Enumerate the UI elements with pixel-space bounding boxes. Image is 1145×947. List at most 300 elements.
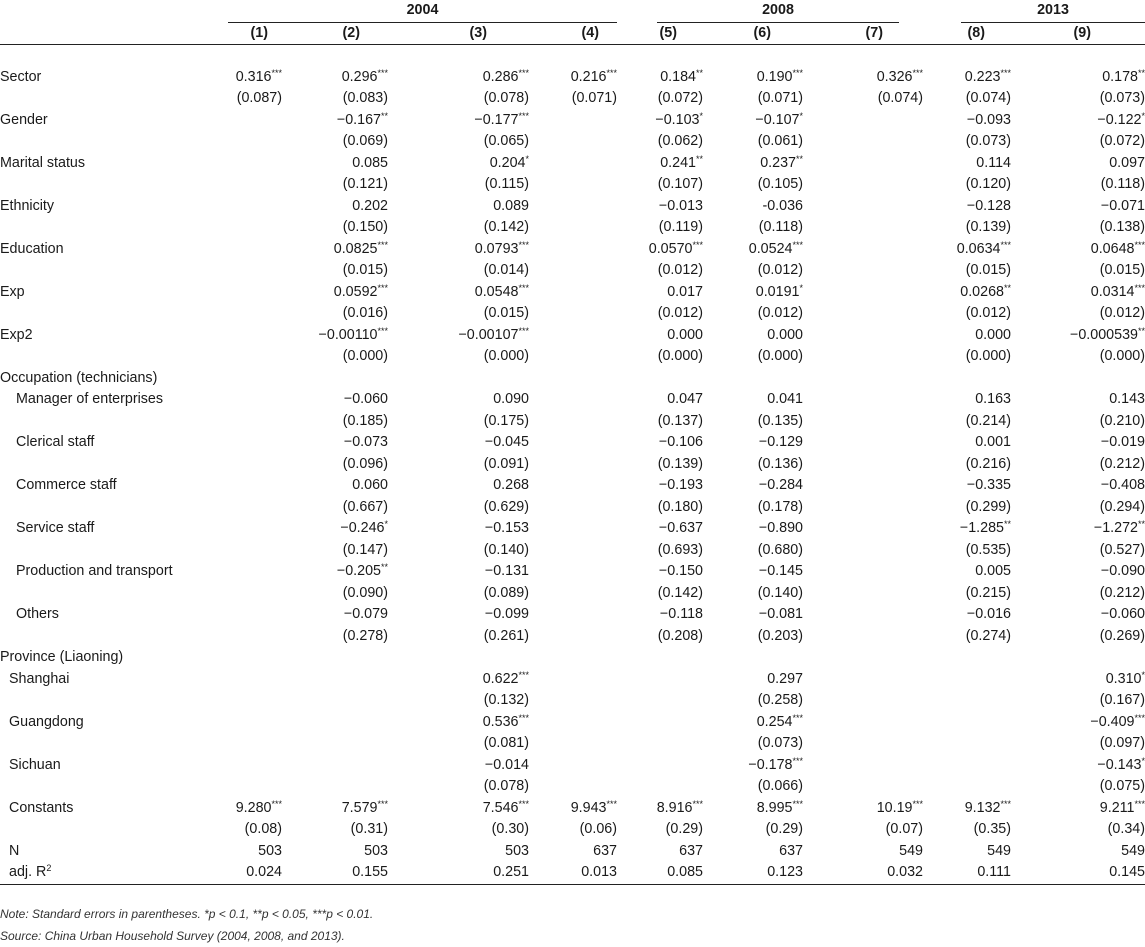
significance-stars: *** [912, 798, 923, 809]
coefficient-cell: −0.167** [336, 110, 388, 128]
row-label: Province (Liaoning) [0, 649, 124, 665]
coefficient-cell: 7.579*** [341, 798, 388, 816]
significance-stars: * [1141, 110, 1145, 121]
coefficient-row [0, 432, 1145, 454]
standard-error-cell [529, 583, 617, 605]
standard-error-row [0, 540, 1145, 562]
significance-stars: *** [377, 282, 388, 293]
coefficient-row [0, 669, 1145, 691]
standard-error-cell [803, 174, 923, 196]
significance-stars: *** [377, 798, 388, 809]
standard-error-cell: (0.119) [658, 219, 703, 235]
standard-error-cell: (0.000) [757, 348, 803, 364]
standard-error-cell: (0.069) [342, 133, 388, 149]
coefficient-cell: −0.00110*** [318, 325, 388, 343]
column-number-1: (1) [250, 24, 268, 41]
standard-error-cell [208, 260, 282, 282]
standard-error-cell: (0.258) [757, 692, 803, 708]
coefficient-cell [208, 561, 282, 583]
coefficient-cell [803, 712, 923, 734]
standard-error-cell: (0.073) [757, 735, 803, 751]
statistic-cell: 0.155 [352, 864, 388, 880]
significance-stars: *** [1134, 712, 1145, 723]
coefficient-cell: −0.150 [658, 563, 703, 579]
coefficient-cell [208, 110, 282, 132]
coefficient-row [0, 282, 1145, 304]
coefficient-cell: 0.237** [760, 153, 803, 171]
row-label: adj. R [9, 864, 47, 880]
standard-error-cell [208, 346, 282, 368]
standard-error-cell [803, 217, 923, 239]
standard-error-cell: (0.07) [885, 821, 923, 837]
significance-stars: ** [380, 562, 388, 572]
coefficient-cell: 0.241** [660, 153, 703, 171]
coefficient-cell [529, 604, 617, 626]
significance-stars: * [699, 110, 703, 121]
standard-error-cell [208, 776, 282, 798]
significance-stars: *** [606, 67, 617, 78]
standard-error-cell [529, 260, 617, 282]
standard-error-row [0, 626, 1145, 648]
standard-error-cell: (0.012) [965, 305, 1011, 321]
standard-error-cell: (0.072) [657, 90, 703, 106]
coefficient-cell [529, 110, 617, 132]
coefficient-cell [923, 755, 1011, 777]
standard-error-cell [803, 303, 923, 325]
coefficient-cell: 0.223*** [964, 67, 1011, 85]
coefficient-cell: −0.145 [758, 563, 803, 579]
row-label: Guangdong [9, 713, 84, 730]
significance-stars: ** [695, 153, 703, 164]
significance-stars: *** [792, 798, 803, 809]
coefficient-cell [529, 561, 617, 583]
significance-stars: * [799, 282, 803, 293]
coefficient-cell: 0.0570*** [648, 239, 703, 257]
coefficient-cell: −0.019 [1100, 434, 1145, 450]
coefficient-cell: −0.060 [1100, 606, 1145, 622]
significance-stars: ** [380, 110, 388, 121]
standard-error-cell [529, 454, 617, 476]
coefficient-cell: 0.297 [767, 670, 803, 687]
significance-stars: ** [795, 153, 803, 164]
row-label: Sichuan [9, 756, 61, 773]
coefficient-cell: 0.089 [493, 197, 529, 214]
coefficient-cell: 9.943*** [570, 798, 617, 816]
standard-error-row [0, 583, 1145, 605]
coefficient-cell [803, 239, 923, 261]
standard-error-cell: (0.012) [757, 262, 803, 278]
standard-error-cell: (0.015) [342, 262, 388, 278]
coefficient-cell [803, 196, 923, 218]
standard-error-row [0, 733, 1145, 755]
coefficient-cell [208, 755, 282, 777]
significance-stars: *** [518, 282, 529, 293]
standard-error-cell [208, 217, 282, 239]
significance-stars: *** [606, 798, 617, 809]
coefficient-row [0, 110, 1145, 132]
standard-error-cell [803, 411, 923, 433]
standard-error-cell: (0.150) [342, 219, 388, 235]
significance-stars: * [799, 110, 803, 121]
coefficient-cell: 0.316*** [235, 67, 282, 85]
standard-error-cell: (0.137) [657, 412, 703, 429]
coefficient-cell: −0.128 [966, 197, 1011, 214]
standard-error-cell: (0.096) [342, 455, 388, 472]
significance-stars: *** [792, 755, 803, 766]
standard-error-row [0, 260, 1145, 282]
coefficient-row [0, 325, 1145, 347]
column-number-8: (8) [967, 24, 985, 41]
statistic-cell: 0.251 [493, 864, 529, 880]
standard-error-cell: (0.000) [342, 348, 388, 364]
coefficient-cell: −0.246* [340, 519, 388, 536]
standard-error-cell: (0.215) [965, 584, 1011, 601]
coefficient-cell: 8.916*** [656, 798, 703, 816]
coefficient-cell: −0.205** [336, 562, 388, 579]
standard-error-row [0, 411, 1145, 433]
statistic-cell: 549 [899, 842, 923, 859]
coefficient-cell: 0.622*** [482, 669, 529, 687]
coefficient-cell: 0.536*** [482, 712, 529, 730]
coefficient-row [0, 475, 1145, 497]
standard-error-row [0, 497, 1145, 519]
coefficient-cell: −0.00107*** [458, 325, 529, 343]
standard-error-cell: (0.015) [965, 262, 1011, 278]
coefficient-cell: −0.177*** [474, 110, 529, 128]
significance-stars: *** [518, 712, 529, 723]
standard-error-cell: (0.203) [757, 627, 803, 644]
statistic-cell: 637 [779, 842, 803, 859]
standard-error-cell: (0.097) [1099, 735, 1145, 751]
standard-error-cell: (0.142) [657, 584, 703, 601]
standard-error-row [0, 454, 1145, 476]
year-2004-header: 2004 [228, 0, 617, 23]
coefficient-cell: 0.060 [352, 477, 388, 493]
standard-error-cell: (0.185) [342, 412, 388, 429]
statistic-cell: 0.024 [246, 864, 282, 880]
standard-error-cell [529, 217, 617, 239]
standard-error-cell: (0.083) [342, 90, 388, 106]
statistic-cell: 0.111 [977, 864, 1011, 880]
significance-stars: *** [1134, 798, 1145, 809]
standard-error-cell [803, 260, 923, 282]
coefficient-cell [803, 755, 923, 777]
standard-error-cell: (0.274) [965, 627, 1011, 644]
coefficient-cell: 0.286*** [482, 67, 529, 85]
row-label: Occupation (technicians) [0, 369, 158, 386]
column-number-5: (5) [659, 24, 677, 41]
coefficient-cell [803, 153, 923, 175]
coefficient-cell: 8.995*** [756, 798, 803, 816]
standard-error-cell [208, 626, 282, 648]
coefficient-cell: −0.118 [659, 606, 703, 622]
coefficient-cell: 0.0634*** [956, 239, 1011, 257]
coefficient-cell: 0.268 [493, 477, 529, 493]
significance-stars: *** [792, 712, 803, 723]
coefficient-cell [529, 712, 617, 734]
coefficient-cell: −0.335 [966, 477, 1011, 493]
coefficient-cell: 0.0825*** [333, 239, 388, 257]
row-label: Production and transport [16, 563, 173, 579]
standard-error-cell [208, 303, 282, 325]
row-label: Gender [0, 111, 48, 128]
coefficient-cell: 0.0524*** [748, 239, 803, 257]
statistic-cell: 637 [593, 842, 617, 859]
coefficient-cell [208, 196, 282, 218]
coefficient-cell: 0.005 [975, 563, 1011, 579]
coefficient-row [0, 196, 1145, 218]
coefficient-cell: 0.163 [975, 391, 1011, 407]
standard-error-cell [208, 497, 282, 519]
standard-error-row [0, 819, 1145, 841]
significance-stars: *** [518, 110, 529, 121]
standard-error-cell [208, 733, 282, 755]
coefficient-cell [803, 282, 923, 304]
standard-error-cell: (0.065) [483, 133, 529, 149]
column-number-row [0, 23, 1145, 45]
row-label: Exp2 [0, 326, 33, 343]
coefficient-cell: 9.211*** [1099, 798, 1145, 816]
significance-stars: *** [1000, 798, 1011, 809]
standard-error-cell: (0.142) [483, 219, 529, 235]
standard-error-cell: (0.078) [483, 778, 529, 794]
significance-stars: *** [271, 798, 282, 809]
standard-error-cell: (0.139) [965, 219, 1011, 235]
column-number-3: (3) [469, 24, 487, 41]
coefficient-cell: 0.114 [976, 154, 1011, 171]
standard-error-cell: (0.061) [757, 133, 803, 149]
standard-error-cell: (0.06) [579, 821, 617, 837]
significance-stars: *** [377, 325, 388, 336]
standard-error-cell [529, 303, 617, 325]
standard-error-cell: (0.081) [483, 735, 529, 751]
coefficient-cell [282, 669, 388, 691]
coefficient-cell [208, 325, 282, 347]
coefficient-cell [617, 755, 703, 777]
significance-stars: *** [271, 67, 282, 78]
row-label: N [9, 842, 20, 859]
coefficient-cell: −0.073 [343, 434, 388, 450]
coefficient-cell [529, 196, 617, 218]
row-label: Clerical staff [16, 434, 95, 450]
standard-error-cell: (0.299) [965, 498, 1011, 515]
standard-error-cell: (0.016) [342, 305, 388, 321]
standard-error-cell: (0.212) [1099, 584, 1145, 601]
coefficient-cell: −0.071 [1100, 197, 1145, 214]
coefficient-cell: 0.085 [352, 154, 388, 171]
standard-error-cell [282, 690, 388, 712]
coefficient-cell [617, 712, 703, 734]
coefficient-cell [803, 432, 923, 454]
coefficient-cell: 0.0191* [755, 282, 803, 300]
standard-error-cell [529, 346, 617, 368]
standard-error-cell [208, 174, 282, 196]
year-2008-header: 2008 [657, 0, 899, 23]
column-number-7: (7) [865, 24, 883, 41]
significance-stars: *** [518, 669, 529, 680]
coefficient-cell: −0.045 [484, 434, 529, 450]
standard-error-cell: (0.071) [571, 90, 617, 106]
coefficient-cell: 0.047 [667, 391, 703, 407]
standard-error-cell [529, 733, 617, 755]
standard-error-cell [529, 497, 617, 519]
significance-stars: *** [1000, 67, 1011, 78]
coefficient-cell: −0.153 [484, 520, 529, 536]
standard-error-cell: (0.29) [765, 821, 803, 837]
statistic-cell: 0.013 [581, 864, 617, 880]
standard-error-cell: (0.074) [877, 90, 923, 106]
standard-error-cell: (0.073) [965, 133, 1011, 149]
coefficient-cell: 0.017 [667, 283, 703, 300]
standard-error-row [0, 303, 1145, 325]
coefficient-cell [803, 110, 923, 132]
coefficient-row [0, 712, 1145, 734]
standard-error-cell [803, 497, 923, 519]
standard-error-cell [208, 540, 282, 562]
standard-error-cell [803, 626, 923, 648]
standard-error-cell: (0.115) [484, 176, 529, 192]
significance-stars: *** [1134, 239, 1145, 250]
significance-stars: *** [518, 325, 529, 336]
standard-error-cell [617, 733, 703, 755]
coefficient-cell: −0.193 [658, 477, 703, 493]
coefficient-cell: 0.001 [975, 434, 1011, 450]
significance-stars: ** [1003, 519, 1011, 529]
standard-error-cell: (0.278) [342, 627, 388, 644]
standard-error-cell: (0.139) [657, 455, 703, 472]
standard-error-cell [617, 690, 703, 712]
standard-error-cell: (0.015) [1099, 262, 1145, 278]
coefficient-cell: 0.184** [660, 67, 703, 85]
significance-stars: ** [1137, 325, 1145, 336]
coefficient-cell [803, 561, 923, 583]
standard-error-cell [803, 131, 923, 153]
standard-error-cell: (0.180) [657, 498, 703, 515]
coefficient-cell: −0.409*** [1090, 712, 1145, 730]
row-label: Commerce staff [16, 477, 117, 493]
coefficient-cell: −0.103* [655, 110, 703, 128]
coefficient-cell [529, 325, 617, 347]
coefficient-cell [923, 669, 1011, 691]
coefficient-cell: 0.041 [767, 391, 803, 407]
row-label: Constants [9, 799, 74, 816]
statistic-cell: 503 [364, 842, 388, 859]
row-label-superscript: 2 [46, 863, 52, 873]
standard-error-cell: (0.132) [483, 692, 529, 708]
coefficient-cell [803, 518, 923, 540]
standard-error-cell: (0.294) [1099, 498, 1145, 515]
standard-error-cell: (0.167) [1099, 692, 1145, 708]
standard-error-cell [803, 346, 923, 368]
coefficient-cell: 0.000 [667, 326, 703, 343]
standard-error-cell: (0.089) [483, 584, 529, 601]
standard-error-cell: (0.136) [757, 455, 803, 472]
standard-error-cell: (0.000) [657, 348, 703, 364]
standard-error-cell: (0.012) [657, 262, 703, 278]
standard-error-cell [529, 776, 617, 798]
standard-error-cell [803, 540, 923, 562]
standard-error-cell [282, 733, 388, 755]
coefficient-cell: −1.285** [959, 519, 1011, 536]
coefficient-cell [529, 518, 617, 540]
standard-error-cell: (0.091) [483, 455, 529, 472]
coefficient-cell: 10.19*** [876, 798, 923, 816]
coefficient-cell: 0.326*** [876, 67, 923, 85]
coefficient-row [0, 389, 1145, 411]
statistic-cell: 0.085 [667, 864, 703, 880]
coefficient-cell: 0.310* [1105, 669, 1145, 687]
table-source: Source: China Urban Household Survey (2004, 2008, and 2013). [0, 929, 345, 943]
standard-error-cell: (0.107) [657, 176, 703, 192]
standard-error-cell: (0.062) [657, 133, 703, 149]
column-number-6: (6) [753, 24, 771, 41]
coefficient-cell: −0.013 [658, 197, 703, 214]
standard-error-cell [803, 454, 923, 476]
coefficient-cell: −0.016 [966, 606, 1011, 622]
statistic-cell: 549 [1121, 842, 1145, 859]
row-label: Education [0, 240, 64, 257]
coefficient-cell [529, 389, 617, 411]
significance-stars: *** [912, 67, 923, 78]
significance-stars: *** [692, 239, 703, 250]
coefficient-cell: −1.272** [1093, 519, 1145, 536]
coefficient-cell: −0.106 [658, 434, 703, 450]
significance-stars: * [384, 519, 388, 529]
standard-error-cell [529, 131, 617, 153]
standard-error-cell: (0.212) [1099, 455, 1145, 472]
row-label: Manager of enterprises [16, 391, 164, 407]
coefficient-cell [282, 755, 388, 777]
table-body [0, 45, 1145, 885]
standard-error-cell: (0.31) [350, 821, 388, 837]
statistic-cell: 0.145 [1109, 864, 1145, 880]
coefficient-cell [529, 282, 617, 304]
significance-stars: *** [1000, 239, 1011, 250]
coefficient-row [0, 561, 1145, 583]
row-label: Marital status [0, 154, 86, 171]
standard-error-cell: (0.261) [483, 627, 529, 644]
coefficient-cell: 0.254*** [756, 712, 803, 730]
coefficient-cell: −0.131 [484, 563, 529, 579]
coefficient-cell [803, 604, 923, 626]
standard-error-cell: (0.121) [342, 176, 388, 192]
standard-error-cell: (0.072) [1099, 133, 1145, 149]
standard-error-cell [529, 540, 617, 562]
coefficient-cell: −0.408 [1100, 477, 1145, 493]
standard-error-cell: (0.35) [973, 821, 1011, 837]
coefficient-cell: 0.190*** [756, 67, 803, 85]
coefficient-cell: 0.0648*** [1090, 239, 1145, 257]
standard-error-cell: (0.138) [1099, 219, 1145, 235]
coefficient-cell [208, 153, 282, 175]
standard-error-cell: (0.214) [965, 412, 1011, 429]
row-label: Sector [0, 68, 42, 85]
coefficient-cell: −0.000539** [1070, 325, 1145, 343]
standard-error-cell [529, 626, 617, 648]
coefficient-cell: 0.178** [1102, 67, 1145, 85]
standard-error-cell: (0.015) [483, 305, 529, 321]
coefficient-cell: −0.079 [343, 606, 388, 622]
coefficient-row [0, 518, 1145, 540]
significance-stars: *** [518, 239, 529, 250]
coefficient-cell [923, 712, 1011, 734]
standard-error-row [0, 690, 1145, 712]
standard-error-cell: (0.135) [757, 412, 803, 429]
standard-error-cell [208, 454, 282, 476]
standard-error-cell [923, 690, 1011, 712]
coefficient-cell: −0.637 [658, 520, 703, 536]
coefficient-cell: 0.0268** [960, 282, 1011, 300]
